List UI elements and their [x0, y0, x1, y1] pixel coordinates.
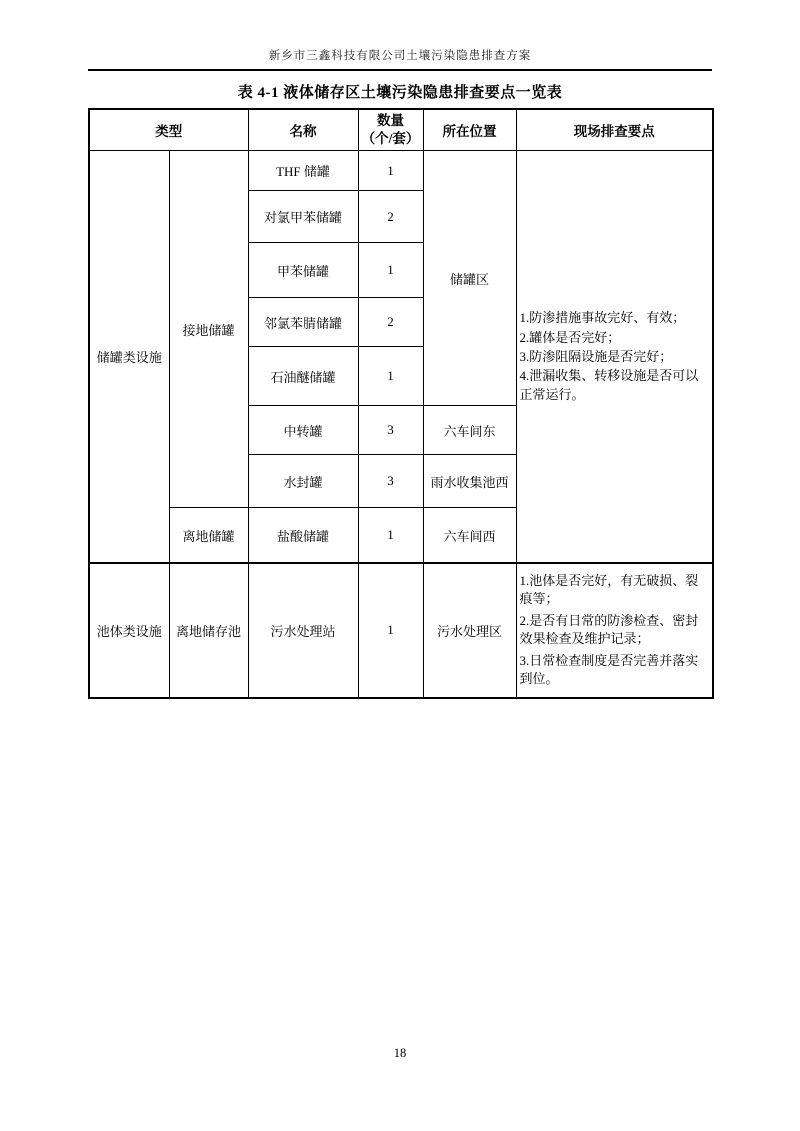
cell-name: 水封罐 [248, 455, 358, 508]
cell-group-elevated: 离地储罐 [169, 508, 248, 563]
col-header-key-points: 现场排查要点 [516, 109, 713, 151]
cell-qty: 2 [358, 191, 423, 243]
key-point-item: 4.泄漏收集、转移设施是否可以正常运行。 [519, 368, 699, 402]
key-point-item: 3.日常检查制度是否完善并落实到位。 [519, 652, 699, 687]
table-title: 表 4-1 液体储存区土壤污染隐患排查要点一览表 [237, 85, 563, 101]
col-header-type: 类型 [89, 109, 248, 151]
cell-location-tank-area: 储罐区 [423, 151, 516, 406]
cell-name: 中转罐 [248, 406, 358, 455]
cell-qty: 1 [358, 151, 423, 191]
col-header-qty [358, 109, 423, 151]
cell-section-type-pool: 池体类设施 [89, 563, 169, 698]
cell-location: 六车间东 [423, 406, 516, 455]
table-row [89, 151, 713, 191]
key-point-item: 2.是否有日常的防渗检查、密封效果检查及维护记录； [519, 612, 699, 647]
cell-name: 甲苯储罐 [248, 243, 358, 298]
cell-qty: 1 [358, 508, 423, 563]
page-number: 18 [393, 1046, 407, 1060]
cell-name: 盐酸储罐 [248, 508, 358, 563]
doc-header: 新乡市三鑫科技有限公司土壤污染隐患排查方案 [268, 50, 532, 62]
cell-qty: 3 [358, 406, 423, 455]
cell-location: 雨水收集池西 [423, 455, 516, 508]
cell-key-points-tank [516, 151, 713, 563]
cell-name: 邻氯苯腈储罐 [248, 298, 358, 347]
col-header-qty-line1: 数量 [377, 113, 404, 128]
cell-key-points-pool [516, 563, 713, 698]
table-header-row [89, 109, 713, 151]
key-point-item: 1.防渗措施事故完好、有效； [519, 310, 686, 326]
cell-name: THF 储罐 [248, 151, 358, 191]
cell-qty: 1 [358, 243, 423, 298]
cell-name: 石油醚储罐 [248, 347, 358, 406]
cell-location: 六车间西 [423, 508, 516, 563]
cell-qty: 1 [358, 347, 423, 406]
cell-location: 污水处理区 [423, 563, 516, 698]
key-point-item: 1.池体是否完好，有无破损、裂痕等； [519, 572, 699, 607]
key-point-item: 3.防渗阻隔设施是否完好； [519, 348, 673, 364]
cell-section-type-tank: 储罐类设施 [89, 151, 169, 563]
col-header-location: 所在位置 [423, 109, 516, 151]
col-header-qty-line2: （个/套） [361, 131, 420, 147]
inspection-table [88, 108, 714, 699]
cell-qty: 3 [358, 455, 423, 508]
table-row [89, 563, 713, 698]
cell-qty: 1 [358, 563, 423, 698]
col-header-name: 名称 [248, 109, 358, 151]
cell-group-grounded: 接地储罐 [169, 151, 248, 508]
header-rule [88, 69, 712, 71]
cell-name: 污水处理站 [248, 563, 358, 698]
key-point-item: 2.罐体是否完好； [519, 329, 621, 345]
cell-name: 对氯甲苯储罐 [248, 191, 358, 243]
cell-group-pool: 离地储存池 [169, 563, 248, 698]
cell-qty: 2 [358, 298, 423, 347]
